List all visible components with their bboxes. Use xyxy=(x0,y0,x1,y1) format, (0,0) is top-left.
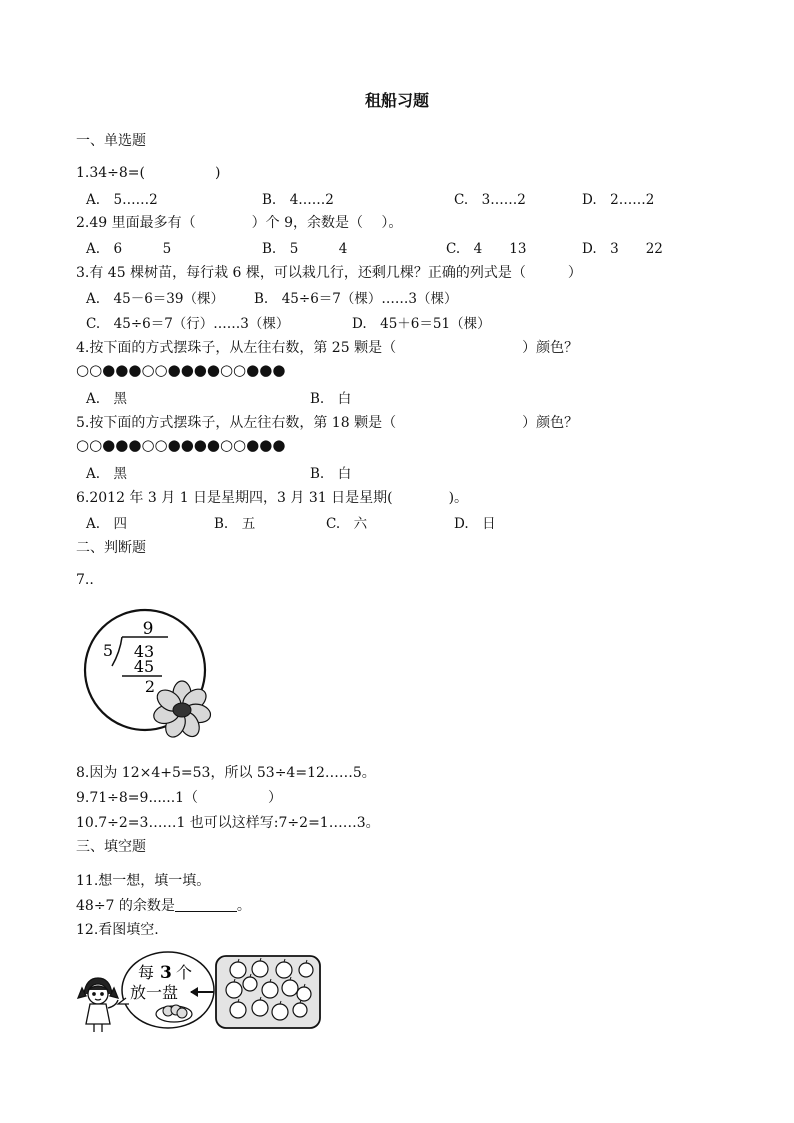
question-12-stem: 12.看图填空. xyxy=(76,922,159,938)
q6-option-d[interactable]: D. 日 xyxy=(454,516,496,532)
question-10-stem: 10.7÷2=3……1 也可以这样写:7÷2=1……3。 xyxy=(76,815,380,831)
q2-option-c[interactable]: C. 4 13 xyxy=(446,241,527,257)
bubble-word-every: 每 xyxy=(138,963,155,982)
section-heading-true-false: 二、判断题 xyxy=(76,540,146,556)
girl-icon xyxy=(78,978,118,1032)
figure-product: 45 xyxy=(133,657,155,676)
q5-option-b[interactable]: B. 白 xyxy=(310,466,352,482)
q3-option-a[interactable]: A. 45－6＝39（棵） xyxy=(86,291,224,307)
figure-remainder: 2 xyxy=(144,677,156,696)
q1-option-d[interactable]: D. 2……2 xyxy=(582,192,655,208)
flower-icon xyxy=(152,681,213,740)
question-3-stem: 3.有 45 棵树苗，每行栽 6 棵，可以栽几行，还剩几棵？正确的列式是（ ） xyxy=(76,265,582,281)
question-2-stem: 2.49 里面最多有（ ）个 9，余数是（ ）。 xyxy=(76,215,403,231)
question-5-stem: 5.按下面的方式摆珠子，从左往右数，第 18 颗是（ ）颜色？ xyxy=(76,415,579,431)
figure-quotient: 9 xyxy=(142,619,154,639)
bubble-line-plate: 放一盘 xyxy=(130,983,179,1002)
section-heading-single-choice: 一、单选题 xyxy=(76,133,146,149)
question-4-stem: 4.按下面的方式摆珠子，从左往右数，第 25 颗是（ ）颜色？ xyxy=(76,340,579,356)
question-9-stem: 9.71÷8=9......1（ ） xyxy=(76,790,283,806)
q4-option-a[interactable]: A. 黑 xyxy=(86,391,128,407)
q1-option-a[interactable]: A. 5……2 xyxy=(86,192,158,208)
figure-divisor: 5 xyxy=(102,641,114,660)
q12-picture xyxy=(74,948,326,1034)
section-heading-fill-blank: 三、填空题 xyxy=(76,839,146,855)
q4-option-b[interactable]: B. 白 xyxy=(310,391,352,407)
bubble-number: 3 xyxy=(160,963,172,983)
page-title: 租船习题 xyxy=(364,91,429,110)
figure-dividend: 43 xyxy=(133,642,155,661)
q4-bead-sequence: ○○●●●○○●●●●○○●●● xyxy=(76,361,286,379)
bubble-unit: 个 xyxy=(176,963,193,982)
question-8-stem: 8.因为 12×4+5=53，所以 53÷4=12……5。 xyxy=(76,765,376,781)
q7-division-figure xyxy=(78,606,218,746)
q1-option-b[interactable]: B. 4……2 xyxy=(262,192,334,208)
q5-option-a[interactable]: A. 黑 xyxy=(86,466,128,482)
q3-option-b[interactable]: B. 45÷6＝7（棵）……3（棵） xyxy=(254,291,458,307)
q3-option-d[interactable]: D. 45＋6＝51（棵） xyxy=(352,316,491,332)
q5-bead-sequence: ○○●●●○○●●●●○○●●● xyxy=(76,436,286,454)
question-11-line xyxy=(76,895,251,915)
question-11-stem: 11.想一想，填一填。 xyxy=(76,873,211,889)
q3-option-c[interactable]: C. 45÷6＝7（行）……3（棵） xyxy=(86,316,290,332)
q6-option-c[interactable]: C. 六 xyxy=(326,516,368,532)
q11-text: 48÷7 的余数是 xyxy=(76,898,175,914)
q11-answer-blank[interactable] xyxy=(175,897,237,912)
q2-option-a[interactable]: A. 6 5 xyxy=(86,241,172,257)
q2-option-b[interactable]: B. 5 4 xyxy=(262,241,348,257)
question-7-stem: 7.. xyxy=(76,572,94,588)
q6-option-b[interactable]: B. 五 xyxy=(214,516,256,532)
q1-option-c[interactable]: C. 3……2 xyxy=(454,192,526,208)
question-6-stem: 6.2012 年 3 月 1 日是星期四，3 月 31 日是星期( )。 xyxy=(76,490,469,506)
q2-option-d[interactable]: D. 3 22 xyxy=(582,241,663,257)
question-1-stem: 1.34÷8=( ) xyxy=(76,165,221,181)
q11-end: 。 xyxy=(236,898,251,914)
q6-option-a[interactable]: A. 四 xyxy=(86,516,128,532)
